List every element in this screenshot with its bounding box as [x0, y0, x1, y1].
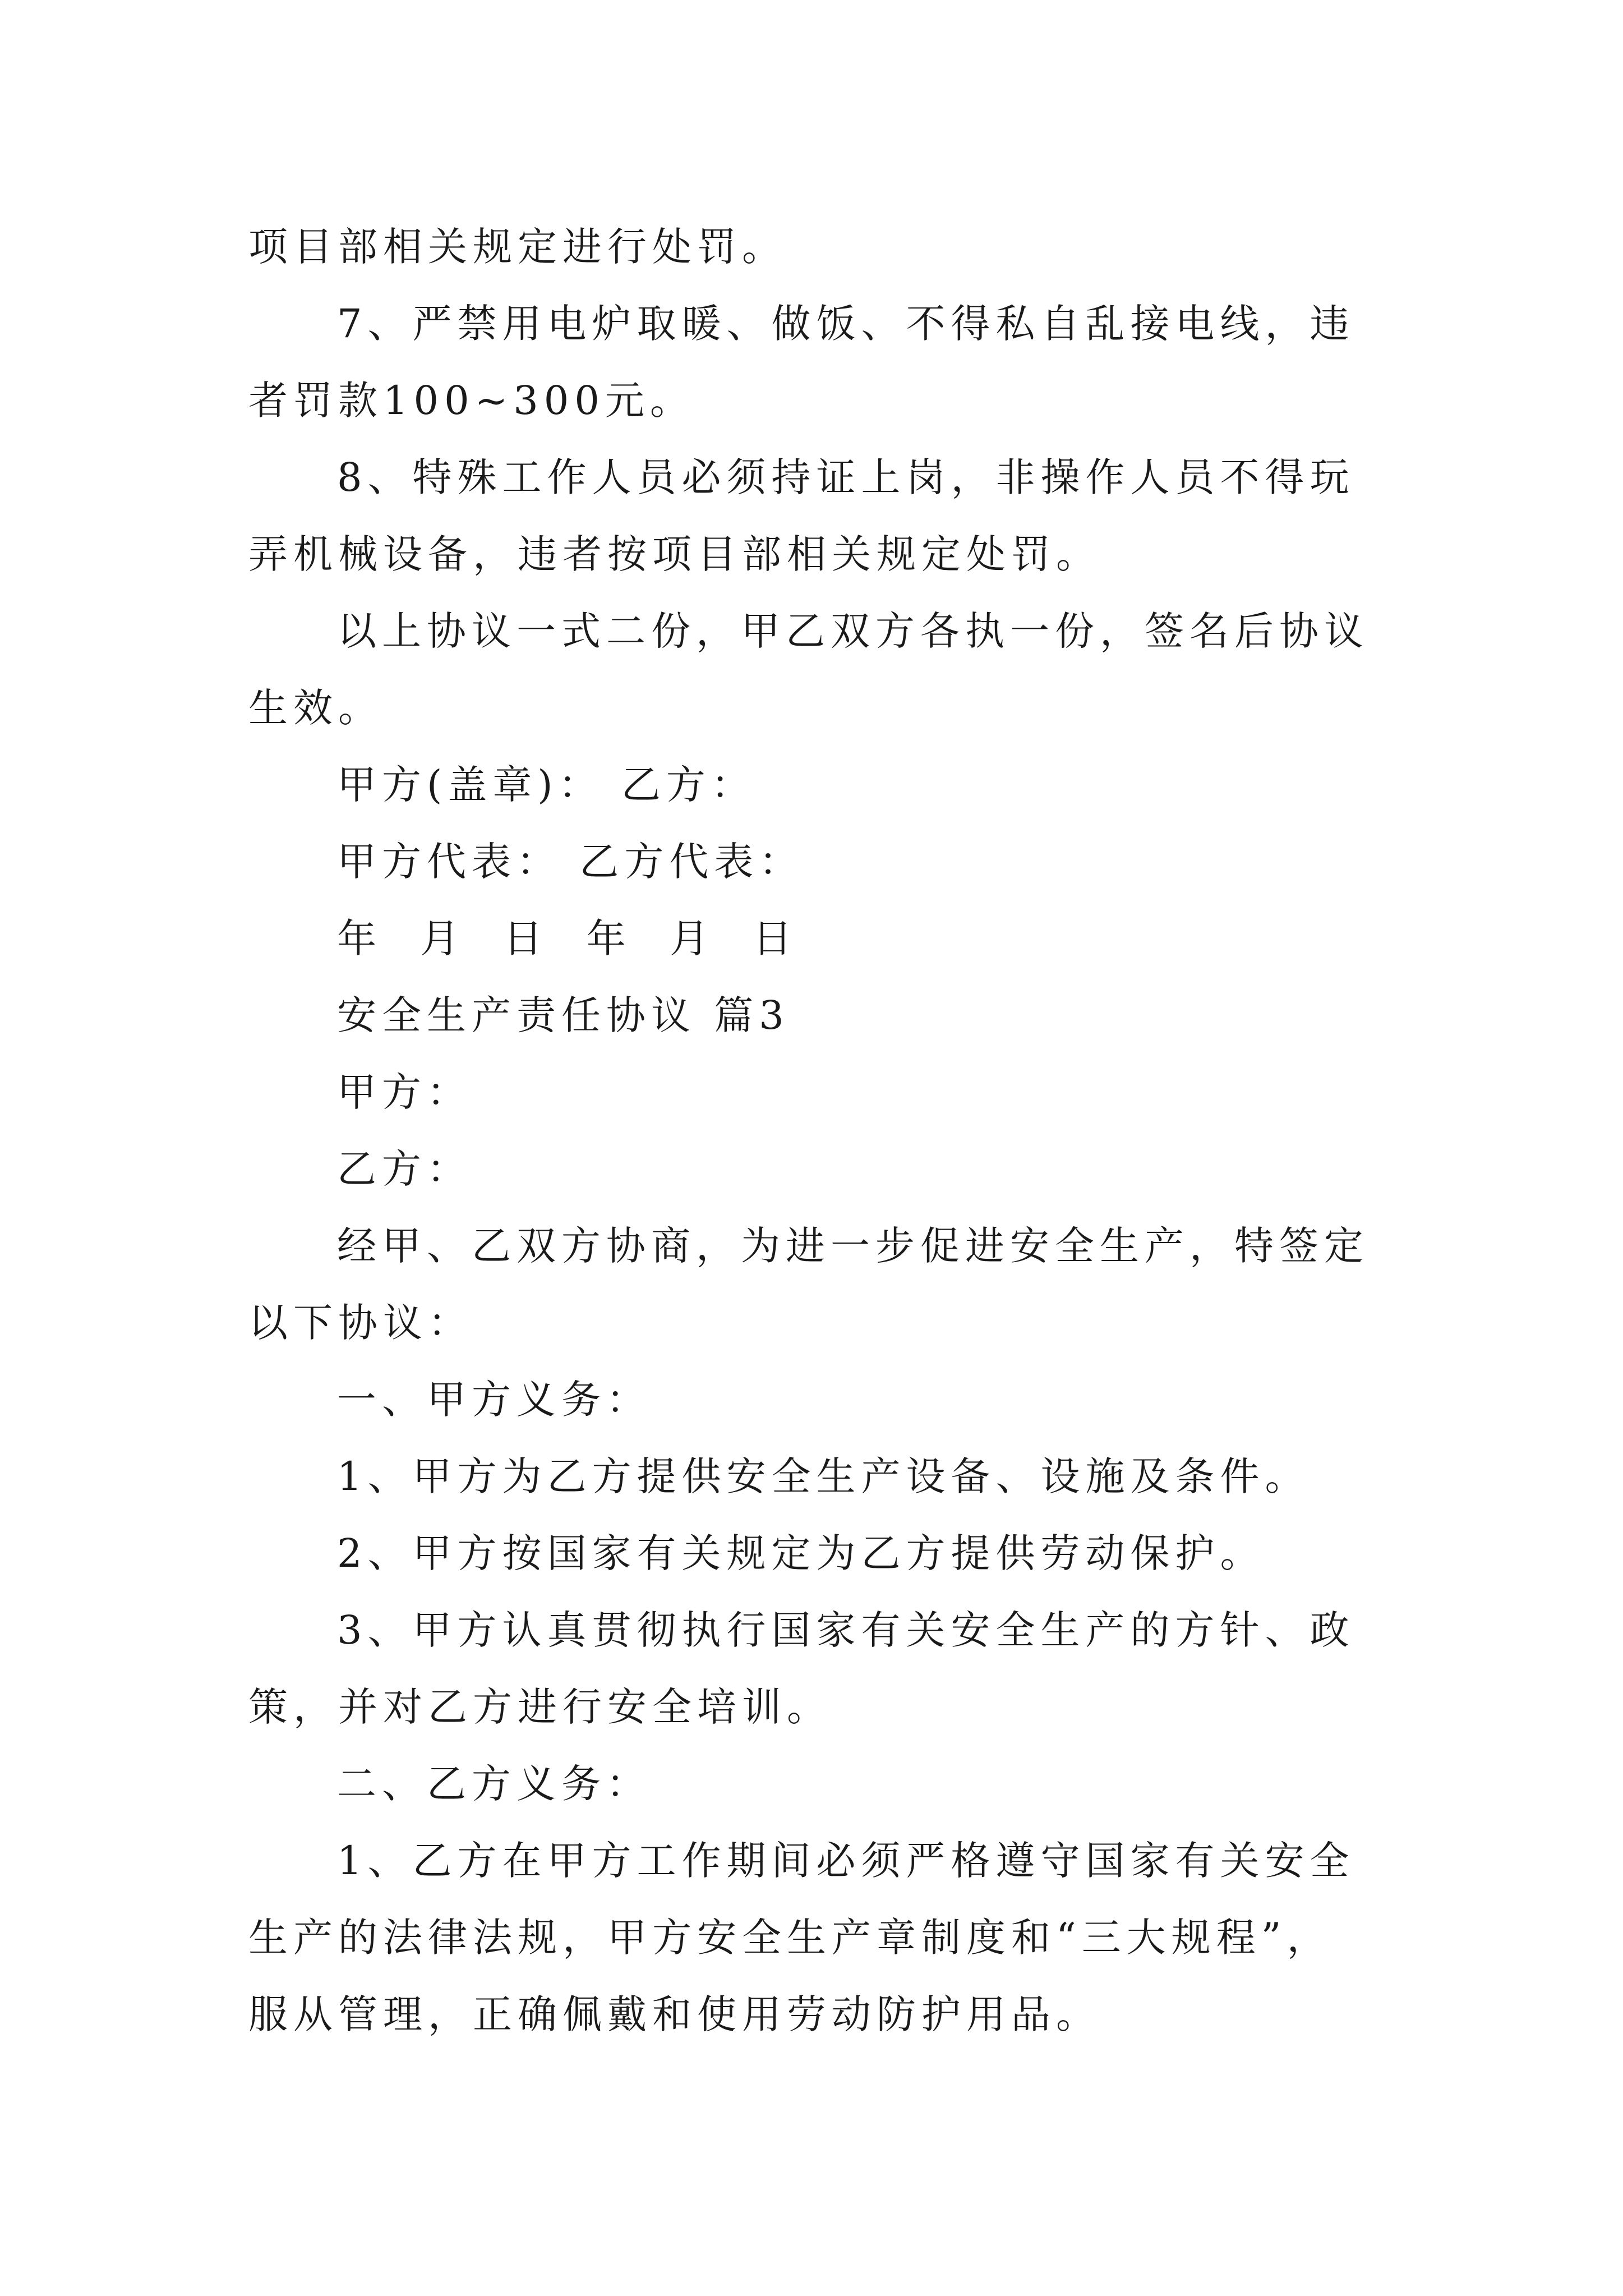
signature-date-line: 年 月 日 年 月 日 [337, 915, 808, 961]
party-a-clause-1: 1、甲方为乙方提供安全生产设备、设施及条件。 [337, 1453, 1310, 1499]
clause-8: 8、特殊工作人员必须持证上岗，非操作人员不得玩弄机械设备，违者按项目部相关规定处罚。 [248, 454, 1355, 577]
paragraph-continuation: 项目部相关规定进行处罚。 [248, 224, 787, 270]
preamble: 经甲、乙双方协商，为进一步促进安全生产，特签定以下协议： [248, 1223, 1369, 1346]
agreement-copies-note: 以上协议一式二份，甲乙双方各执一份，签名后协议生效。 [248, 608, 1369, 731]
party-a-clause-2: 2、甲方按国家有关规定为乙方提供劳动保护。 [337, 1530, 1265, 1576]
party-a-clause-3: 3、甲方认真贯彻执行国家有关安全生产的方针、政策，并对乙方进行安全培训。 [248, 1607, 1355, 1730]
signature-party-line: 甲方(盖章)： 乙方： [337, 762, 756, 808]
heading-party-a-obligations: 一、甲方义务： [337, 1377, 651, 1423]
signature-representative-line: 甲方代表： 乙方代表： [337, 839, 804, 885]
party-a-line: 甲方： [337, 1069, 472, 1115]
heading-party-b-obligations: 二、乙方义务： [337, 1761, 651, 1807]
section-title: 安全生产责任协议 篇3 [337, 992, 790, 1038]
party-b-line: 乙方： [337, 1146, 472, 1192]
party-b-clause-1: 1、乙方在甲方工作期间必须严格遵守国家有关安全生产的法律法规，甲方安全生产章制度和“三大规程”，服从管理，正确佩戴和使用劳动防护用品。 [248, 1838, 1355, 2037]
document-body [248, 209, 1376, 2053]
clause-7: 7、严禁用电炉取暖、做饭、不得私自乱接电线，违者罚款100~300元。 [248, 301, 1355, 424]
